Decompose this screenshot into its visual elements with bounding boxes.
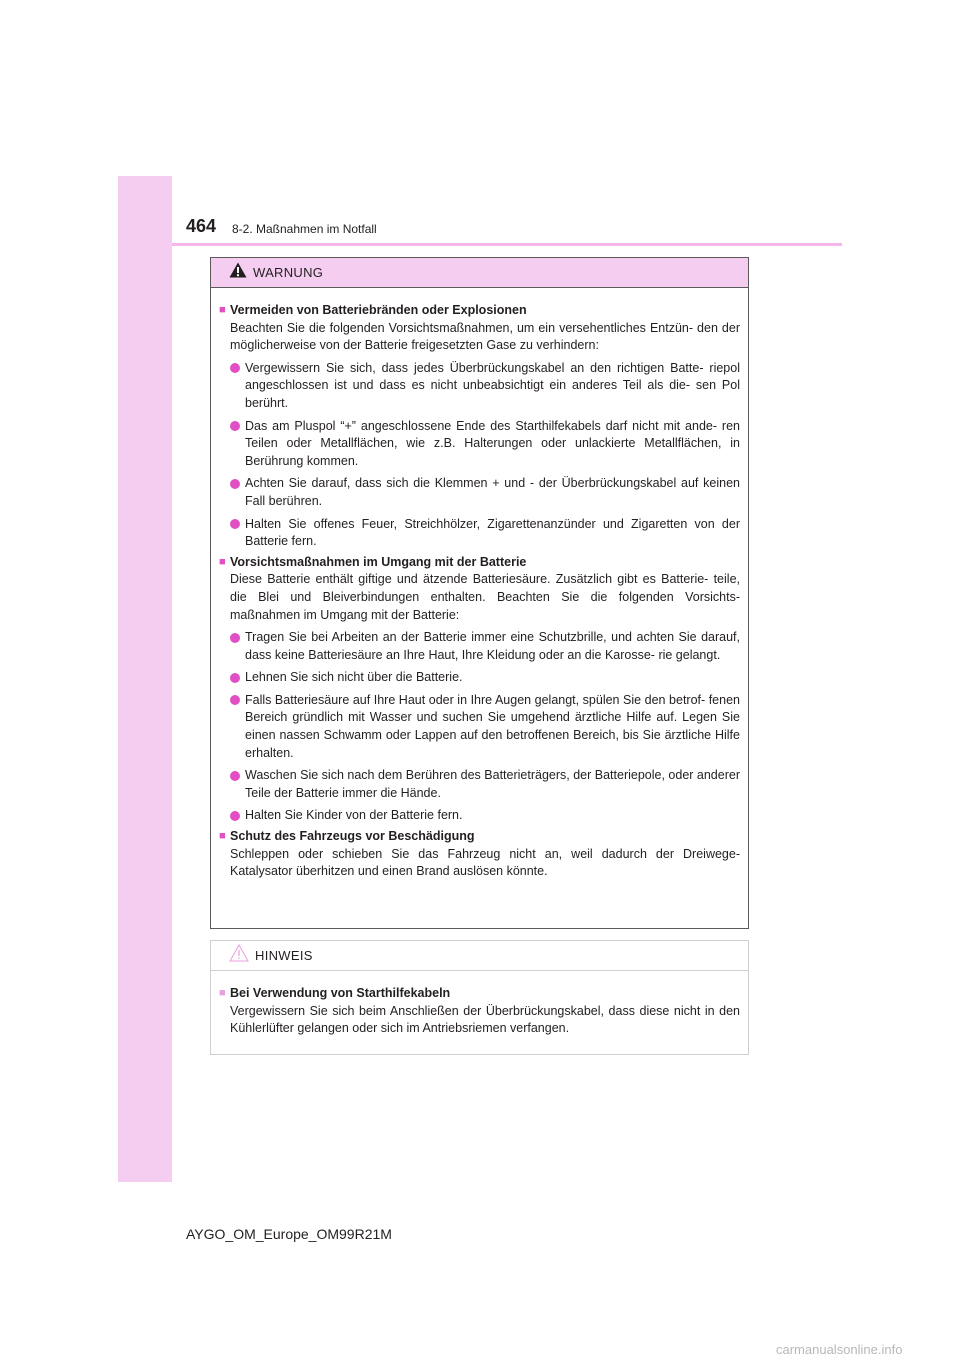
topic-text: Diese Batterie enthält giftige und ätzende Batteriesäure. Zusätzlich gibt es Batterie- teile, die Blei und Bleiverbindungen enthalten. Beachten Sie die folgenden Vorsichts- maßnahmen im Umgang mit der Batterie: [230,572,740,622]
topic-text: Beachten Sie die folgenden Vorsichtsmaßnahmen, um ein versehentliches Entzün- den der möglicherweise von der Batterie freigesetzten Gase zu verhindern: [230,320,740,353]
topic-heading: ■ Bei Verwendung von Starthilfekabeln [219,985,740,1003]
note-label: HINWEIS [255,948,313,963]
round-bullet-icon [230,695,240,705]
header-rule [172,243,842,246]
list-item: Vergewissern Sie sich, dass jedes Überbrückungskabel an den richtigen Batte- riepol angeschlossen ist und dass es nicht unbeabsichtigt ein anderes Teil als die- sen Pol berührt. [230,360,740,413]
warning-body [211,288,748,881]
round-bullet-icon [230,363,240,373]
note-header [211,941,748,971]
note-box [210,940,749,1055]
warning-box [210,257,749,929]
list-item: Halten Sie offenes Feuer, Streichhölzer, Zigarettenanzünder und Zigaretten von der Batterie fern. [230,516,740,551]
list-item: Lehnen Sie sich nicht über die Batterie. [230,669,740,687]
side-tab-bar [118,176,172,1182]
page-number: 464 [186,216,217,236]
topic-text: Vergewissern Sie sich beim Anschließen der Überbrückungskabel, dass diese nicht in den Kühlerlüfter gelangen oder sich im Antriebsriemen verfangen. [230,1003,740,1036]
round-bullet-icon [230,421,240,431]
topic-text: Schleppen oder schieben Sie das Fahrzeug nicht an, weil dadurch der Dreiwege- Katalysator überhitzen und einen Brand auslösen könnte. [230,846,740,879]
list-item: Falls Batteriesäure auf Ihre Haut oder in Ihre Augen gelangt, spülen Sie den betrof- fenen Bereich gründlich mit Wasser und suchen Sie umgehend ärztliche Hilfe auf. Legen Sie einen nassen Schwamm oder Lappen auf den betroffenen Bereich, bis Sie ärztliche Hilfe erhalten. [230,692,740,762]
note-body [211,971,748,1038]
square-bullet-icon: ■ [219,830,226,843]
round-bullet-icon [230,519,240,529]
list-item: Tragen Sie bei Arbeiten an der Batterie immer eine Schutzbrille, und achten Sie darauf, dass keine Batteriesäure an Ihre Haut, Ihre Kleidung oder an die Karosse- rie gelangt. [230,629,740,664]
square-bullet-icon: ■ [219,304,226,316]
square-bullet-icon: ■ [219,987,226,999]
topic-heading: ■ Vermeiden von Batteriebränden oder Explosionen [219,302,740,320]
topic-heading: ■ Vorsichtsmaßnahmen im Umgang mit der Batterie [219,554,740,572]
round-bullet-icon [230,673,240,683]
round-bullet-icon [230,771,240,781]
list-item: Waschen Sie sich nach dem Berühren des Batterieträgers, der Batteriepole, oder anderer Teile der Batterie immer die Hände. [230,767,740,802]
watermark: carmanualsonline.info [776,1342,903,1357]
warning-header [211,258,748,288]
round-bullet-icon [230,811,240,821]
warning-triangle-icon [229,262,247,283]
list-item: Das am Pluspol “+” angeschlossene Ende des Starthilfekabels darf nicht mit ande- ren Teilen oder Metallflächen, wie z.B. Halterungen oder unlackierte Metallflächen, in Berührung kommen. [230,418,740,471]
section-title: 8-2. Maßnahmen im Notfall [232,222,377,236]
list-item: Achten Sie darauf, dass sich die Klemmen + und - der Überbrückungskabel auf keinen Fall berühren. [230,475,740,510]
list-item: Halten Sie Kinder von der Batterie fern. [230,807,740,825]
square-bullet-icon: ■ [219,555,226,568]
document-id: AYGO_OM_Europe_OM99R21M [186,1226,392,1242]
topic-heading: ■ Schutz des Fahrzeugs vor Beschädigung [219,828,740,846]
caution-triangle-icon [229,944,249,967]
round-bullet-icon [230,633,240,643]
warning-label: WARNUNG [253,265,324,280]
round-bullet-icon [230,479,240,489]
